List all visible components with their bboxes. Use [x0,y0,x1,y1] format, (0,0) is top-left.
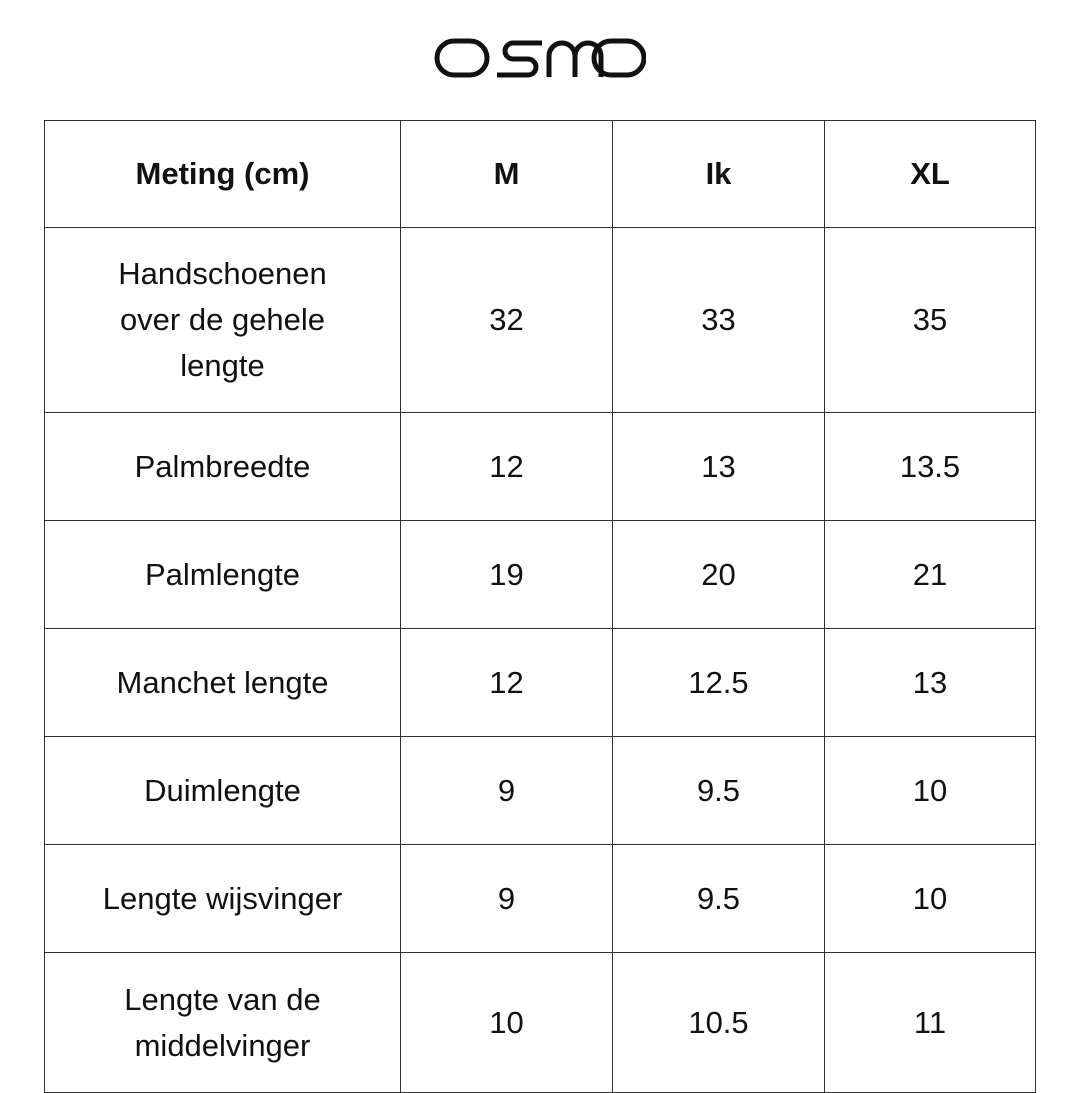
row-label: Palmlengte [45,521,401,629]
cell-xl: 35 [825,228,1036,413]
cell-xl: 10 [825,737,1036,845]
cell-m: 9 [401,845,613,953]
cell-xl: 13 [825,629,1036,737]
table-row [45,845,1036,953]
row-label: Palmbreedte [45,413,401,521]
cell-l: 13 [613,413,825,521]
cell-m: 12 [401,413,613,521]
cell-l: 12.5 [613,629,825,737]
cell-m: 12 [401,629,613,737]
cell-m: 9 [401,737,613,845]
row-label: Lengte van de middelvinger [124,981,321,1063]
cell-xl: 21 [825,521,1036,629]
table-row [45,737,1036,845]
cell-xl: 10 [825,845,1036,953]
header-size-l: Ik [613,121,825,228]
table-row [45,413,1036,521]
cell-xl: 13.5 [825,413,1036,521]
table-row [45,228,1036,413]
osmo-logo-icon [434,36,646,80]
header-size-xl: XL [825,121,1036,228]
cell-l: 9.5 [613,845,825,953]
table-row [45,521,1036,629]
osmo-logo [0,30,1080,86]
size-chart-table [44,120,1036,1093]
row-label: Handschoenen over de gehele lengte [118,256,327,383]
row-label: Manchet lengte [45,629,401,737]
row-label: Lengte wijsvinger [45,845,401,953]
cell-xl: 11 [825,953,1036,1093]
cell-l: 9.5 [613,737,825,845]
header-size-m: M [401,121,613,228]
table-row [45,629,1036,737]
table-row [45,953,1036,1093]
cell-m: 10 [401,953,613,1093]
cell-l: 20 [613,521,825,629]
cell-m: 19 [401,521,613,629]
row-label: Duimlengte [45,737,401,845]
table-header-row [45,121,1036,228]
cell-l: 10.5 [613,953,825,1093]
cell-m: 32 [401,228,613,413]
header-measurement: Meting (cm) [45,121,401,228]
cell-l: 33 [613,228,825,413]
